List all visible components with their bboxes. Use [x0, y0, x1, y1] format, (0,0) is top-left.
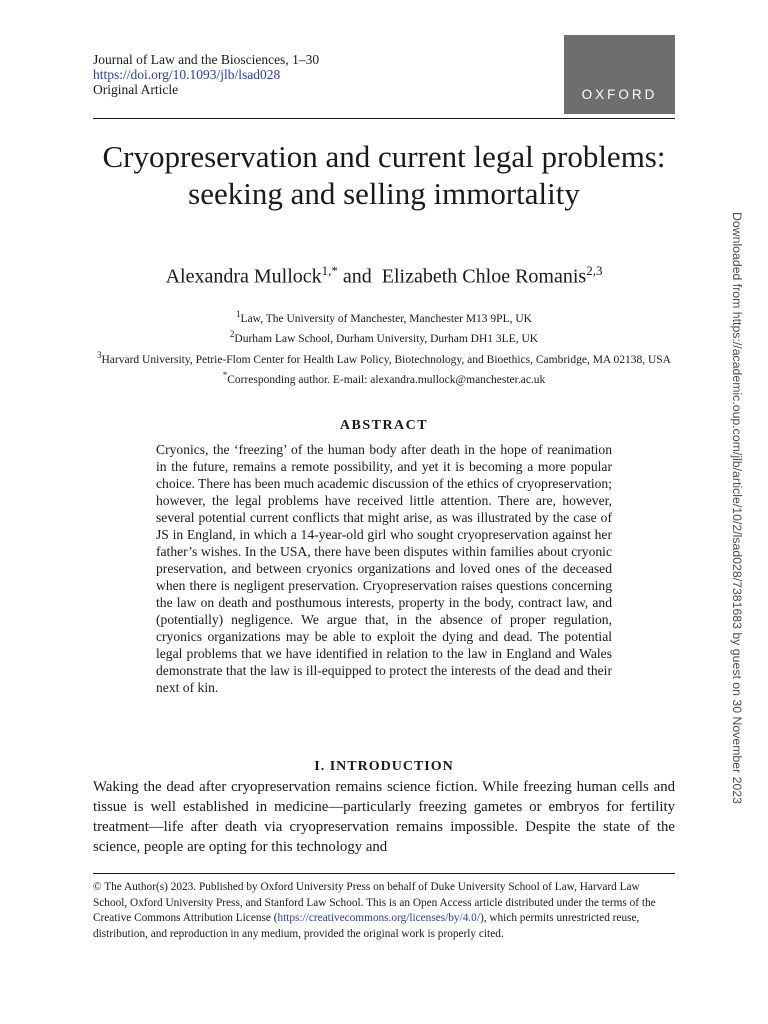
oxford-logo [564, 35, 675, 114]
author-affil-ref: 1,* [321, 263, 338, 278]
corresponding-author-text: Corresponding author. E-mail: alexandra.mullock@manchester.ac.uk [227, 373, 546, 386]
copyright-text: © The Author(s) 2023. Published by Oxford University Press on behalf of Duke University School of Law, Harvard Law School, Oxford University Press, and Stanford Law School. This is an Open Access article distributed under the terms of the Creative Commons Attribution License ( [93, 881, 656, 925]
affiliation-text: Law, The University of Manchester, Manchester M13 9PL, UK [240, 312, 532, 325]
journal-header [93, 52, 319, 97]
article-type: Original Article [93, 82, 179, 97]
copyright-text-end: ), which permits unrestricted reuse, distribution, and reproduction in any medium, provided the original work is properly cited. [93, 912, 640, 940]
corresponding-author [93, 368, 675, 388]
author-name: Elizabeth Chloe Romanis [381, 265, 587, 288]
author-list [93, 263, 675, 289]
journal-name: Journal of Law and the Biosciences, 1–30 [93, 52, 320, 67]
affiliation-text: Harvard University, Petrie-Flom Center for Health Law Policy, Biotechnology, and Bioethics, Cambridge, MA 02138, USA [101, 353, 671, 366]
license-link[interactable]: https://creativecommons.org/licenses/by/4.0/ [277, 912, 480, 925]
download-watermark [726, 212, 746, 812]
author-affil-ref: 2,3 [586, 263, 603, 278]
author-name: Alexandra Mullock [165, 265, 322, 288]
logo-text: OXFORD [581, 87, 658, 102]
abstract-text: Cryonics, the ‘freezing’ of the human body after death in the hope of reanimation in the future, remains a remote possibility, and yet it is becoming a more popular choice. There has been much academic discussion of the ethics of cryopreservation; however, the legal problems have received little attention. There are, however, several potential current conflicts that might arise, as was illustrated by the case of JS in England, in which a 14-year-old girl who sought cryopreservation against her father’s wishes. In the USA, there have been disputes within families about cryonic preservation, and between cryonics organizations and loved ones of the deceased when there is negligent preservation. Cryopreservation raises questions concerning the law on death and posthumous interests, property in the body, contract law, and (potentially) negligence. We argue that, in the absence of proper regulation, cryonics organizations may be able to exploit the dying and dead. The potential legal problems that we have identified in relation to the law in England and Wales demonstrate that the law is ill-equipped to protect the interests of the dead and their next of kin. [156, 442, 612, 695]
affiliations [93, 307, 675, 388]
affiliation-marker: 3 [97, 349, 102, 360]
footnote-divider [93, 873, 675, 874]
article-title: Cryopreservation and current legal problems: seeking and selling immortality [102, 139, 666, 211]
doi-link[interactable]: https://doi.org/10.1093/jlb/lsad028 [93, 67, 281, 82]
header-divider [93, 118, 675, 119]
introduction-text: Waking the dead after cryopreservation remains science fiction. While freezing human cells and tissue is well established in medicine—particularly freezing gametes or embryos for fertility treatment—life after death via cryopreservation remains impossible. Despite the state of the science, people are opting for this technology and [93, 779, 675, 855]
affiliation-line [93, 307, 675, 327]
author-joiner: and [342, 265, 372, 288]
affiliation-text: Durham Law School, Durham University, Durham DH1 3LE, UK [234, 333, 539, 346]
affiliation-marker: 1 [236, 309, 241, 319]
affiliation-marker: 2 [229, 329, 235, 340]
affiliation-line [93, 327, 675, 347]
download-watermark-text: Downloaded from https://academic.oup.com/jlb/article/10/2/lsad028/7381683 by guest on 30 November 2023 [730, 212, 744, 804]
affiliation-line [93, 348, 675, 368]
copyright-notice [93, 880, 675, 942]
affiliation-marker: * [222, 369, 228, 380]
introduction-heading: I. INTRODUCTION [314, 759, 454, 774]
abstract-heading: ABSTRACT [339, 418, 429, 433]
